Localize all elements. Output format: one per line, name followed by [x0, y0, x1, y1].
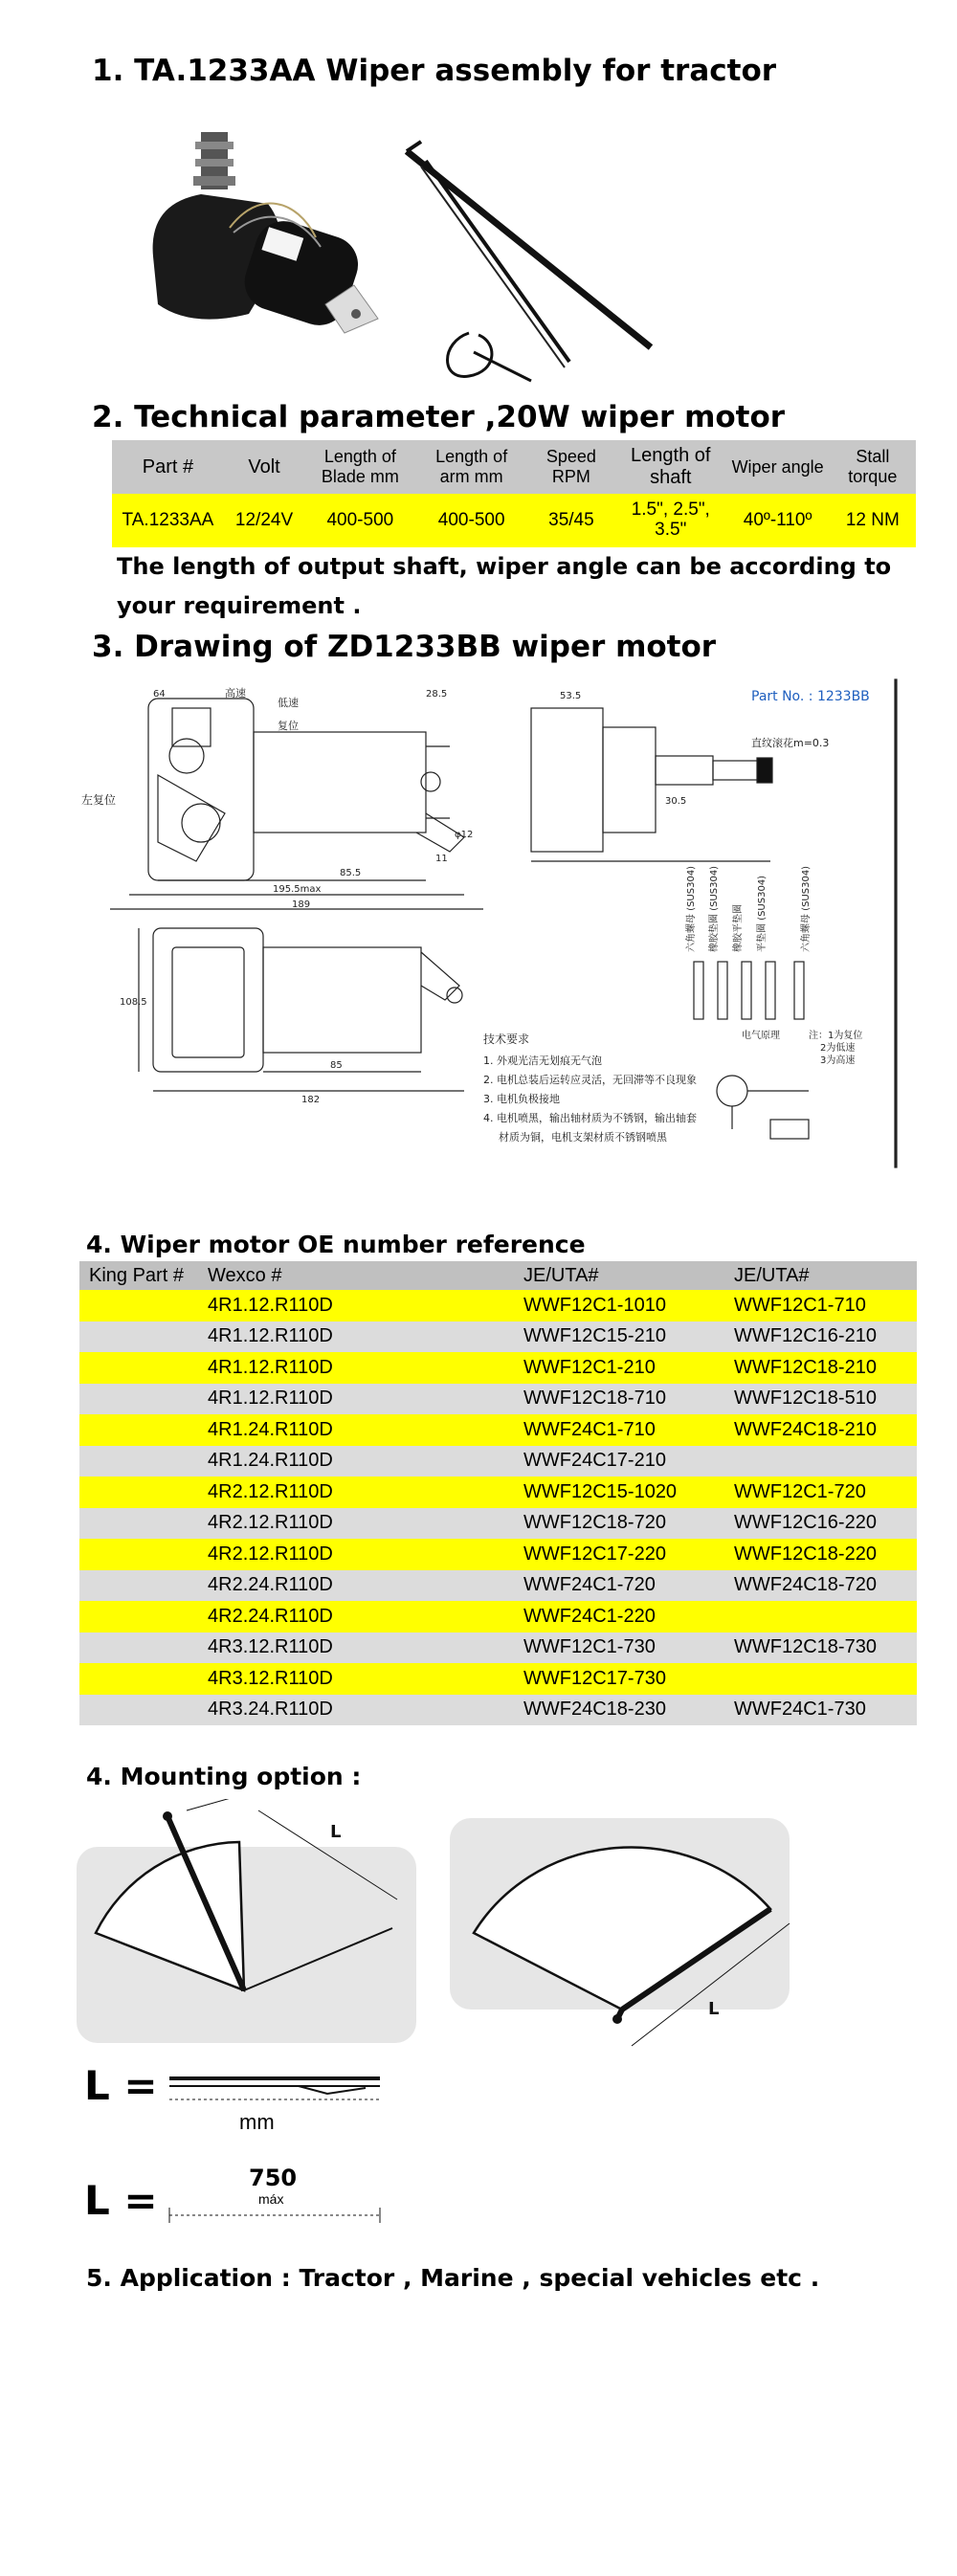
mounting-L-left: L — [330, 1822, 342, 1842]
cell-je-uta-1: WWF12C15-1020 — [523, 1477, 734, 1508]
cell-je-uta-2 — [734, 1601, 917, 1632]
cell-king — [79, 1477, 208, 1508]
table-row — [79, 1695, 917, 1726]
mounting-diagrams — [72, 1799, 818, 2048]
tech-req-title: 技术要求 — [483, 1033, 530, 1046]
cell-wexco: 4R1.24.R110D — [208, 1414, 523, 1446]
cell-je-uta-1: WWF24C1-710 — [523, 1414, 734, 1446]
cell-je-uta-1: WWF12C18-720 — [523, 1508, 734, 1540]
cell-king — [79, 1695, 208, 1726]
cell-je-uta-1: WWF12C17-220 — [523, 1539, 734, 1570]
header-volt: Volt — [224, 440, 304, 494]
arm-blade-icon — [165, 2067, 385, 2105]
dim-85: 85 — [330, 1060, 343, 1071]
cell-je-uta-1: WWF24C18-230 — [523, 1695, 734, 1726]
cell-king — [79, 1539, 208, 1570]
cell-king — [79, 1352, 208, 1384]
mounting-max-label: máx — [258, 2191, 284, 2207]
customization-note: The length of output shaft, wiper angle can be according to your requirement . — [117, 553, 892, 619]
table-row — [79, 1414, 917, 1446]
washer-label-3: 橡胶平垫圈 — [733, 904, 744, 952]
dim-53-5: 53.5 — [560, 691, 582, 701]
header-je-uta-1: JE/UTA# — [523, 1261, 734, 1290]
cell-je-uta-1: WWF12C17-730 — [523, 1663, 734, 1695]
table-row — [79, 1663, 917, 1695]
cell-wexco: 4R2.24.R110D — [208, 1570, 523, 1602]
cell-je-uta-2 — [734, 1446, 917, 1477]
cell-wexco: 4R2.12.R110D — [208, 1508, 523, 1540]
cell-shaft: 1.5", 2.5", 3.5" — [615, 494, 726, 547]
circuit-note-3: 3为高速 — [820, 1055, 856, 1066]
cell-wexco: 4R3.12.R110D — [208, 1663, 523, 1695]
cell-angle: 40º-110º — [726, 494, 830, 547]
cell-je-uta-2: WWF12C18-210 — [734, 1352, 917, 1384]
table-row — [79, 1539, 917, 1570]
circuit-title: 电气原理 — [742, 1031, 780, 1041]
table-row — [79, 1446, 917, 1477]
mounting-unit-mm: mm — [239, 2110, 275, 2134]
table-header-row — [112, 440, 916, 494]
table-row — [79, 1570, 917, 1602]
cell-wexco: 4R1.12.R110D — [208, 1290, 523, 1321]
cell-je-uta-2: WWF24C18-720 — [734, 1570, 917, 1602]
tech-req-4: 4. 电机喷黑，输出轴材质为不锈钢，输出轴套 — [483, 1112, 697, 1124]
max-dimension-line — [165, 2206, 385, 2225]
cell-je-uta-2: WWF12C18-730 — [734, 1632, 917, 1664]
table-row — [112, 494, 916, 547]
header-angle: Wiper angle — [726, 440, 830, 494]
tech-req-5: 材质为铜，电机支架材质不锈钢喷黑 — [499, 1131, 667, 1144]
cell-wexco: 4R2.12.R110D — [208, 1539, 523, 1570]
cell-wexco: 4R1.12.R110D — [208, 1352, 523, 1384]
washer-label-5: 六角螺母 (SUS304) — [801, 865, 812, 952]
cell-wexco: 4R3.24.R110D — [208, 1695, 523, 1726]
dim-182: 182 — [301, 1095, 321, 1105]
header-arm: Length of arm mm — [416, 440, 527, 494]
cell-je-uta-1: WWF24C1-720 — [523, 1570, 734, 1602]
drawing-label-low: 低速 — [278, 697, 299, 709]
mounting-title: 4. Mounting option : — [86, 1763, 362, 1790]
cell-king — [79, 1601, 208, 1632]
cell-king — [79, 1414, 208, 1446]
table-row — [79, 1508, 917, 1540]
cell-king — [79, 1321, 208, 1353]
cell-je-uta-2: WWF12C18-510 — [734, 1384, 917, 1415]
drawing-part-number: Part No. : 1233BB — [751, 689, 870, 704]
drawing-label-left: 左复位 — [81, 793, 117, 807]
circuit-note-1: 注：1为复位 — [809, 1031, 863, 1041]
table-row — [79, 1290, 917, 1321]
cell-je-uta-1: WWF12C1-730 — [523, 1632, 734, 1664]
dim-28-5: 28.5 — [426, 689, 448, 700]
dim-195-5: 195.5max — [273, 884, 322, 895]
table-row — [79, 1321, 917, 1353]
header-shaft: Length of shaft — [615, 440, 726, 494]
cell-je-uta-2: WWF24C18-210 — [734, 1414, 917, 1446]
cell-je-uta-1: WWF12C18-710 — [523, 1384, 734, 1415]
washer-label-4: 平垫圈 (SUS304) — [757, 875, 768, 952]
header-torque: Stall torque — [830, 440, 916, 494]
cell-je-uta-2 — [734, 1663, 917, 1695]
dim-phi12: φ12 — [455, 830, 474, 840]
cell-wexco: 4R2.24.R110D — [208, 1601, 523, 1632]
cell-king — [79, 1570, 208, 1602]
mounting-L-right: L — [708, 1999, 720, 2019]
drawing-label-reset: 复位 — [278, 720, 299, 732]
cell-king — [79, 1508, 208, 1540]
cell-je-uta-2: WWF12C16-210 — [734, 1321, 917, 1353]
cell-torque: 12 NM — [830, 494, 916, 547]
header-wexco: Wexco # — [208, 1261, 523, 1290]
table-row — [79, 1352, 917, 1384]
header-speed: Speed RPM — [527, 440, 615, 494]
mounting-max-value: 750 — [249, 2165, 298, 2191]
mounting-eq-1: L = — [84, 2062, 158, 2109]
dim-11: 11 — [435, 854, 448, 864]
cell-wexco: 4R1.12.R110D — [208, 1384, 523, 1415]
dim-189: 189 — [292, 899, 311, 910]
cell-wexco: 4R1.24.R110D — [208, 1446, 523, 1477]
cell-king — [79, 1384, 208, 1415]
cell-je-uta-2: WWF12C18-220 — [734, 1539, 917, 1570]
section-2-title: 2. Technical parameter ,20W wiper motor — [92, 400, 786, 434]
cell-je-uta-2: WWF12C16-220 — [734, 1508, 917, 1540]
washer-label-2: 橡胶垫圈 (SUS304) — [709, 865, 720, 952]
section-1-title: 1. TA.1233AA Wiper assembly for tractor — [92, 54, 777, 88]
table-row — [79, 1477, 917, 1508]
section-4-title: 4. Wiper motor OE number reference — [86, 1231, 586, 1258]
table-row — [79, 1601, 917, 1632]
section-3-title: 3. Drawing of ZD1233BB wiper motor — [92, 630, 717, 664]
cell-king — [79, 1290, 208, 1321]
section-5-title: 5. Application : Tractor , Marine , special vehicles etc . — [86, 2264, 820, 2292]
cell-king — [79, 1632, 208, 1664]
technical-parameter-table — [112, 440, 916, 547]
cell-blade: 400-500 — [304, 494, 415, 547]
washer-label-1: 六角螺母 (SUS304) — [686, 865, 697, 952]
cell-king — [79, 1663, 208, 1695]
dim-64: 64 — [153, 689, 166, 700]
dim-30-5: 30.5 — [665, 796, 687, 807]
table-header-row — [79, 1261, 917, 1290]
cell-speed: 35/45 — [527, 494, 615, 547]
cell-je-uta-1: WWF24C1-220 — [523, 1601, 734, 1632]
cell-wexco: 4R2.12.R110D — [208, 1477, 523, 1508]
cell-wexco: 4R3.12.R110D — [208, 1632, 523, 1664]
cell-je-uta-1: WWF12C1-1010 — [523, 1290, 734, 1321]
engineering-drawing — [81, 670, 904, 1177]
table-row — [79, 1384, 917, 1415]
cell-wexco: 4R1.12.R110D — [208, 1321, 523, 1353]
cell-je-uta-2: WWF12C1-720 — [734, 1477, 917, 1508]
cell-je-uta-1: WWF12C15-210 — [523, 1321, 734, 1353]
tech-req-3: 3. 电机负极接地 — [483, 1093, 560, 1105]
header-part: Part # — [112, 440, 224, 494]
header-blade: Length of Blade mm — [304, 440, 415, 494]
cell-king — [79, 1446, 208, 1477]
cell-volt: 12/24V — [224, 494, 304, 547]
header-king: King Part # — [79, 1261, 208, 1290]
dim-85-5: 85.5 — [340, 868, 362, 878]
drawing-label-high: 高速 — [225, 687, 246, 700]
cell-part: TA.1233AA — [112, 494, 224, 547]
table-row — [79, 1632, 917, 1664]
mounting-eq-2: L = — [84, 2177, 158, 2224]
tech-req-1: 1. 外观光洁无划痕无气泡 — [483, 1055, 602, 1067]
cell-je-uta-2: WWF24C1-730 — [734, 1695, 917, 1726]
circuit-note-2: 2为低速 — [820, 1043, 856, 1054]
oe-reference-table — [79, 1261, 917, 1725]
drawing-label-knurl: 直纹滚花m=0.3 — [751, 737, 830, 749]
header-je-uta-2: JE/UTA# — [734, 1261, 917, 1290]
wiper-assembly-photo — [134, 113, 670, 390]
cell-je-uta-2: WWF12C1-710 — [734, 1290, 917, 1321]
cell-je-uta-1: WWF24C17-210 — [523, 1446, 734, 1477]
tech-req-2: 2. 电机总装后运转应灵活，无回滞等不良现象 — [483, 1074, 697, 1086]
dim-108-5: 108.5 — [120, 997, 147, 1008]
cell-je-uta-1: WWF12C1-210 — [523, 1352, 734, 1384]
cell-arm: 400-500 — [416, 494, 527, 547]
